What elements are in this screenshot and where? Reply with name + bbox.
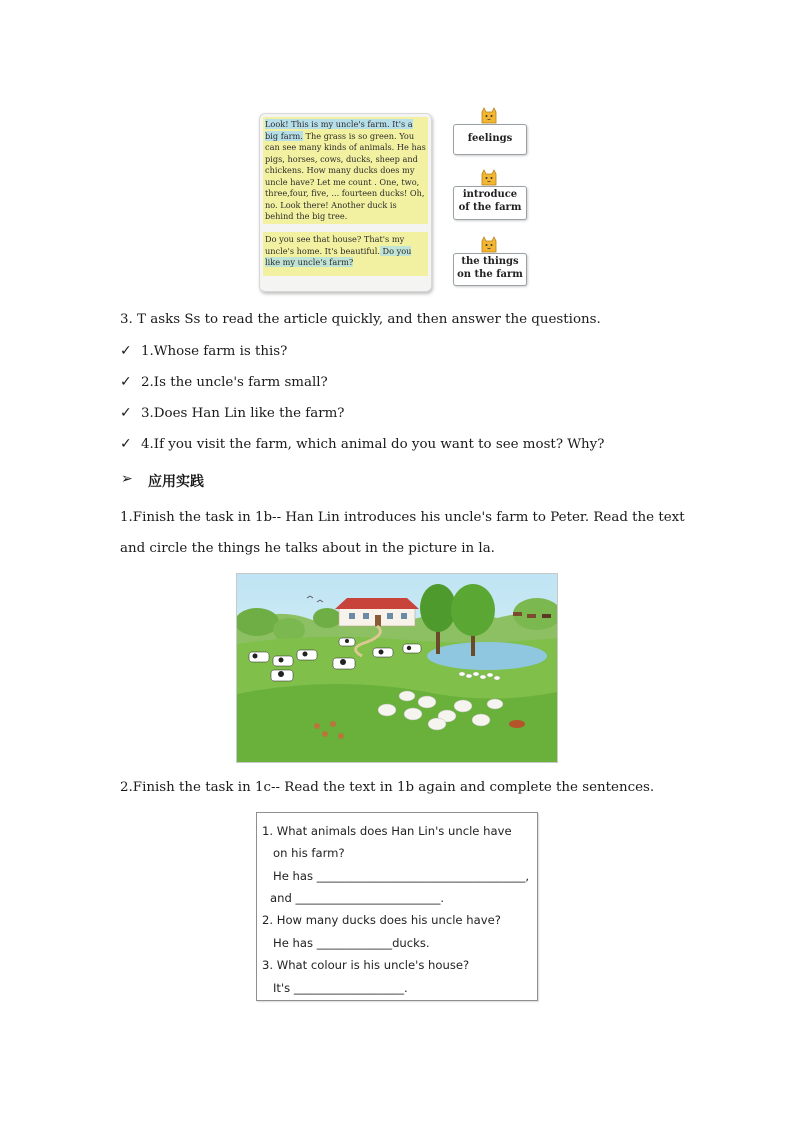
tag-label: the things	[461, 256, 519, 267]
passage-paragraph-1-text: The grass is so green. You can see many kinds of animals. He has pigs, horses, cows, ducks, sheep and chickens. How many ducks does my uncle have? Let me count . One, two, three,four, five, ... fourteen ducks! Oh, no. Look there! Another duck is behind the big tree.	[265, 130, 426, 221]
passage-highlight-question: Do you like my uncle's farm?	[265, 245, 412, 267]
question-2: 2.Is the uncle's farm small?	[141, 375, 328, 390]
exercise-question-1-cont: on his farm?	[273, 846, 345, 860]
exercise-answer-3[interactable]: It's ___________________.	[273, 981, 408, 995]
question-1: 1.Whose farm is this?	[141, 344, 288, 359]
tag-label: of the farm	[458, 202, 522, 213]
step-3-text: 3. T asks Ss to read the article quickly, and then answer the questions.	[120, 312, 601, 327]
cat-icon	[479, 107, 499, 124]
task-2-text: 2.Finish the task in 1c-- Read the text in 1b again and complete the sentences.	[120, 780, 655, 795]
exercise-question-3: 3. What colour is his uncle's house?	[262, 958, 470, 972]
tag-label: introduce	[462, 189, 518, 200]
tag-introduce-farm	[453, 186, 527, 220]
passage-card	[259, 113, 432, 292]
task-1-line-1: 1.Finish the task in 1b-- Han Lin introduces his uncle's farm to Peter. Read the text	[120, 510, 685, 525]
farm-picture	[236, 573, 558, 763]
check-icon: ✓	[120, 405, 132, 421]
check-icon: ✓	[120, 343, 132, 359]
exercise-question-1: 1. What animals does Han Lin's uncle have	[262, 824, 512, 838]
cat-icon	[479, 236, 499, 253]
exercise-answer-1[interactable]: He has ____________________________________,	[273, 869, 530, 883]
passage-highlight-intro: Look! This is my uncle's farm. It's a big farm.	[265, 119, 413, 141]
arrow-bullet-icon: ➢	[121, 471, 133, 487]
check-icon: ✓	[120, 374, 132, 390]
tag-feelings	[453, 124, 527, 155]
passage-paragraph-2	[263, 232, 428, 276]
tag-label: feelings	[467, 133, 513, 144]
exercise-answer-2[interactable]: He has _____________ducks.	[273, 936, 430, 950]
cat-icon	[479, 169, 499, 186]
task-1-line-2: and circle the things he talks about in the picture in la.	[120, 541, 495, 556]
question-4: 4.If you visit the farm, which animal do you want to see most? Why?	[141, 437, 605, 452]
check-icon: ✓	[120, 436, 132, 452]
question-3: 3.Does Han Lin like the farm?	[141, 406, 345, 421]
tag-label: on the farm	[457, 269, 523, 280]
section-title: 应用实践	[148, 474, 204, 490]
exercise-question-2: 2. How many ducks does his uncle have?	[262, 913, 501, 927]
tag-things-on-farm	[453, 253, 527, 286]
exercise-answer-1-cont[interactable]: and _________________________.	[270, 891, 445, 905]
passage-paragraph-1	[263, 117, 428, 224]
passage-paragraph-2-text: Do you see that house? That's my uncle's home. It's beautiful.	[265, 234, 405, 256]
exercise-box	[256, 812, 538, 1001]
